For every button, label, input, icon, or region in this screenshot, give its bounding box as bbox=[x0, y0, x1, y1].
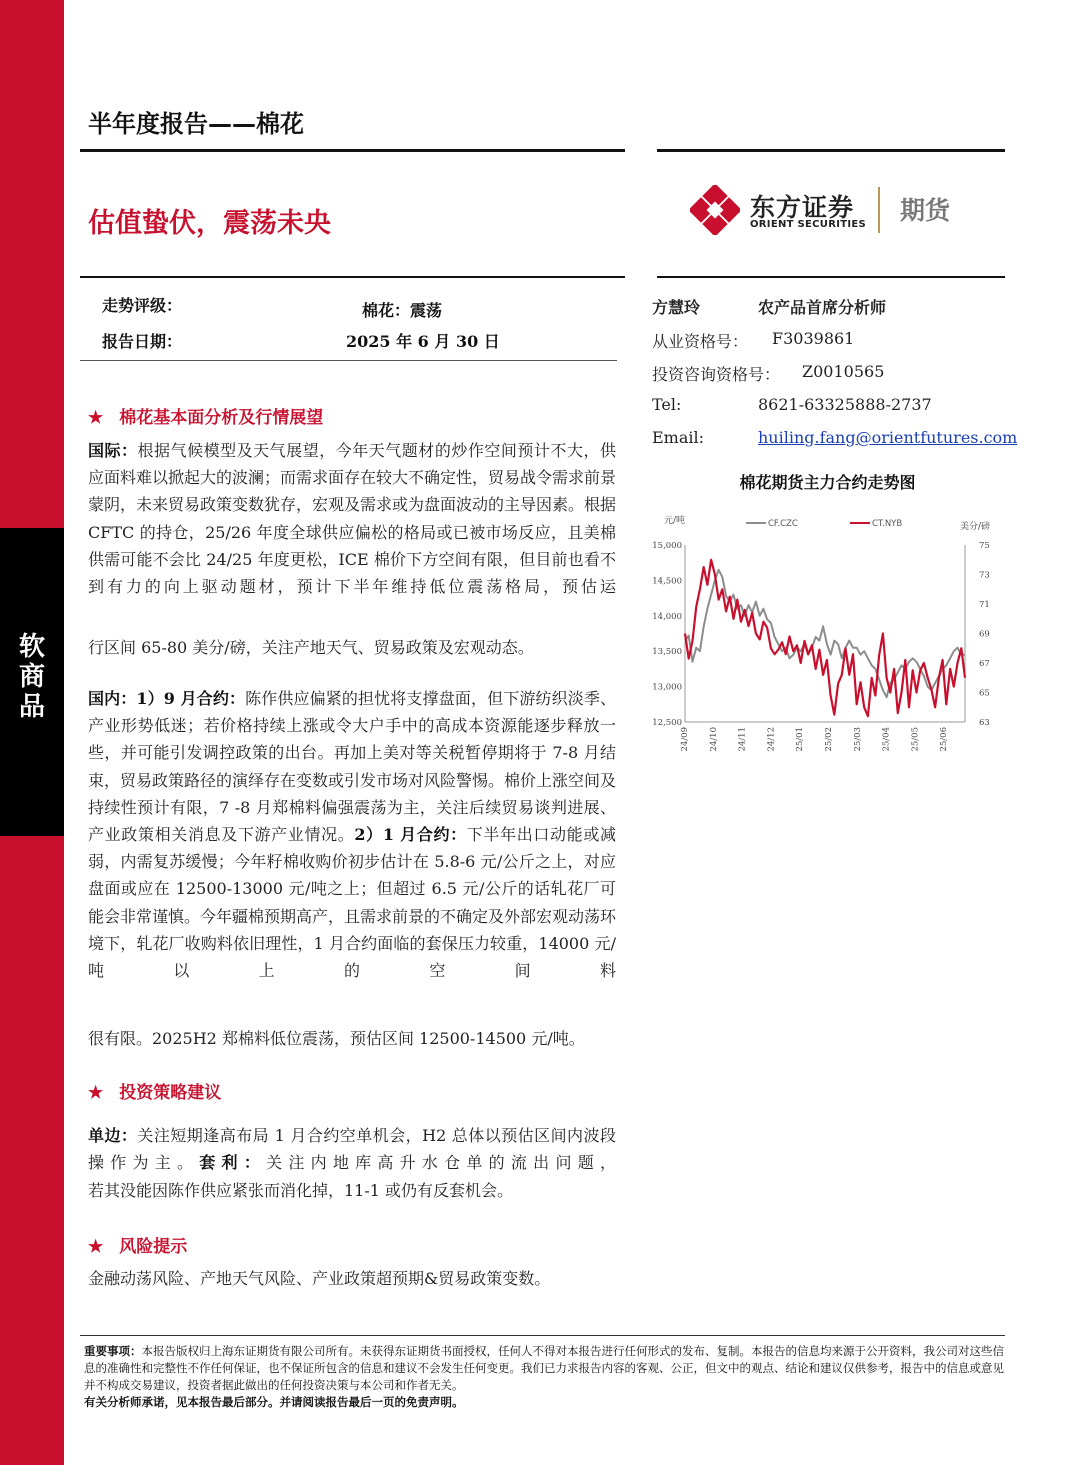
disclaimer-label: 重要事项： bbox=[84, 1344, 142, 1358]
date-label: 报告日期： bbox=[102, 332, 183, 351]
jan-contract-text: 下半年出口动能或减弱，内需复苏缓慢；今年籽棉收购价初步估计在 5.8-6 元/公斤之上，对应盘面或应在 12500-13000 元/吨之上；但超过 6.5 元/公斤的话轧花厂可能会非常谨慎。今年疆棉预期高产，且需求前景的不确定及外部宏观动荡环境下，轧花厂收购料依旧理性，1 月合约面临的套保压力较重，14000 元/吨以上的空间料 bbox=[88, 825, 617, 981]
left-unit-label: 元/吨 bbox=[664, 516, 686, 526]
left-tick-label: 12,500 bbox=[652, 718, 682, 728]
analyst-role: 农产品首席分析师 bbox=[758, 298, 887, 317]
consult-label: 投资咨询资格号： bbox=[652, 365, 781, 384]
cert-label: 从业资格号： bbox=[652, 332, 749, 351]
x-tick-label: 25/02 bbox=[824, 727, 834, 752]
disclaimer-text: 本报告版权归上海东证期货有限公司所有。未获得东证期货书面授权，任何人不得对本报告进行任何形式的发布、复制。本报告的信息均来源于公开资料，我公司对这些信息的准确性和完整性不作任何保证，也不保证所包含的信息和建议不会发生任何变更。我们已力求报告内容的客观、公正，但文中的观点、结论和建议仅供参考，报告中的信息或意见并不构成交易建议，投资者据此做出的任何投资决策与本公司和作者无关。 bbox=[84, 1344, 1004, 1392]
section-heading bbox=[88, 403, 323, 428]
intl-last-line: 行区间 65-80 美分/磅，关注产地天气、贸易政策及宏观动态。 bbox=[88, 638, 534, 657]
star-icon: ★ bbox=[88, 1237, 104, 1257]
consult-value: Z0010565 bbox=[802, 362, 885, 381]
jan-contract-label: 2）1 月合约： bbox=[354, 825, 467, 845]
left-tick-label: 15,000 bbox=[652, 541, 682, 551]
email-link[interactable]: huiling.fang@orientfutures.com bbox=[758, 428, 1018, 447]
x-tick-label: 24/09 bbox=[680, 727, 690, 752]
single-side-text: 关注短期逢高布局 1 月合约空单机会，H2 总体以预估区间内波段操作为主。 bbox=[88, 1126, 616, 1173]
legend-label-ct: CT.NYB bbox=[872, 519, 903, 529]
sep-contract-text: 陈作供应偏紧的担忧将支撑盘面，但下游纺织淡季、产业形势低迷；若价格持续上涨或令大户手中的高成本资源能逐步释放一些，并可能引发调控政策的出台。再加上美对等关税暂停期将于 7-8 月结束，贸易政策路径的演绎存在变数或引发市场对风险警惕。棉价上涨空间及持续性预计有限，7 -8 月郑棉料偏强震荡为主，关注后续贸易谈判进展、产业政策相关消息及下游产业情况。 bbox=[88, 689, 617, 845]
star-icon: ★ bbox=[88, 1083, 104, 1103]
right-tick-label: 67 bbox=[979, 659, 990, 669]
category-char: 商 bbox=[18, 662, 45, 692]
logo-chinese-name: 东方证券 bbox=[750, 193, 855, 222]
logo-futures: 期货 bbox=[900, 196, 951, 225]
star-icon: ★ bbox=[88, 408, 104, 428]
right-tick-label: 65 bbox=[979, 688, 990, 699]
category-label bbox=[0, 632, 64, 722]
logo-mark-icon bbox=[690, 185, 740, 235]
single-side-label: 单边： bbox=[88, 1126, 138, 1145]
cert-value: F3039861 bbox=[772, 329, 855, 348]
section-heading bbox=[88, 1232, 187, 1257]
date-value: 2025 年 6 月 30 日 bbox=[346, 332, 500, 351]
domestic-label: 国内： bbox=[88, 689, 137, 708]
x-tick-label: 25/03 bbox=[852, 727, 863, 752]
category-char: 品 bbox=[18, 692, 45, 722]
risk-text: 金融动荡风险、产地天气风险、产业政策超预期&贸易政策变数。 bbox=[88, 1269, 551, 1288]
page-title: 估值蛰伏，震荡未央 bbox=[88, 208, 331, 239]
divider-line bbox=[80, 276, 625, 278]
logo-english-name: ORIENT SECURITIES bbox=[750, 219, 867, 230]
section-title: 棉花基本面分析及行情展望 bbox=[119, 408, 324, 428]
x-tick-label: 24/10 bbox=[708, 727, 719, 752]
section-title: 投资策略建议 bbox=[119, 1083, 222, 1103]
right-unit-label: 美分/磅 bbox=[960, 522, 991, 532]
left-tick-label: 14,000 bbox=[652, 611, 682, 622]
x-tick-label: 25/05 bbox=[910, 727, 921, 752]
company-logo bbox=[690, 185, 970, 235]
domestic-paragraph bbox=[88, 685, 616, 984]
x-tick-label: 24/11 bbox=[737, 727, 748, 752]
intl-text: 根据气候模型及天气展望，今年天气题材的炒作空间预计不大，供应面料难以掀起大的波澜；而需求面存在较大不确定性，贸易战令需求前景蒙阴，未来贸易政策变数犹存，宏观及需求或为盘面波动的主导因素。根据 CFTC 的持仓，25/26 年度全球供应偏松的格局或已被市场反应，且美棉供需可能不会比 24/25 年度更松，ICE 棉价下方空间有限，但目前也看不到有力的向上驱动题材，预计下半年维持低位震荡格局，预估运 bbox=[88, 441, 617, 597]
x-tick-label: 25/06 bbox=[939, 727, 950, 752]
x-tick-label: 25/04 bbox=[881, 727, 892, 752]
chart-title: 棉花期货主力合约走势图 bbox=[739, 473, 916, 492]
divider-line bbox=[80, 360, 617, 361]
logo-separator bbox=[878, 187, 880, 233]
disclaimer-footer: 有关分析师承诺，见本报告最后部分。并请阅读报告最后一页的免责声明。 bbox=[84, 1395, 464, 1409]
divider-line bbox=[80, 149, 625, 152]
tel-value: 8621-63325888-2737 bbox=[758, 395, 932, 414]
legend-label-cf: CF.CZC bbox=[768, 519, 798, 529]
report-type: 半年度报告——棉花 bbox=[88, 110, 304, 138]
right-tick-label: 71 bbox=[979, 600, 990, 610]
strategy-last-line: 若其没能因陈作供应紧张而消化掉，11-1 或仍有反套机会。 bbox=[88, 1181, 514, 1200]
divider-line bbox=[80, 1335, 1005, 1336]
price-chart bbox=[650, 505, 1005, 770]
x-tick-label: 25/01 bbox=[795, 727, 806, 752]
sep-contract-label: 1）9 月合约： bbox=[136, 689, 246, 708]
rating-label: 走势评级： bbox=[102, 296, 183, 315]
left-tick-label: 13,000 bbox=[652, 682, 682, 693]
disclaimer bbox=[84, 1343, 1008, 1411]
section-heading bbox=[88, 1078, 221, 1103]
intl-paragraph bbox=[88, 437, 616, 600]
side-red-bar-top bbox=[0, 0, 64, 528]
right-tick-label: 63 bbox=[979, 718, 990, 728]
series-line-cf-czc bbox=[685, 570, 965, 697]
divider-line bbox=[657, 149, 1005, 152]
domestic-last-line: 很有限。2025H2 郑棉料低位震荡，预估区间 12500-14500 元/吨。 bbox=[88, 1029, 585, 1048]
category-char: 软 bbox=[18, 632, 45, 662]
analyst-name: 方慧玲 bbox=[652, 298, 701, 317]
strategy-paragraph bbox=[88, 1122, 616, 1176]
side-red-bar-bottom bbox=[0, 836, 64, 1465]
arbitrage-label: 套利： bbox=[199, 1153, 267, 1173]
rating-value: 棉花：震荡 bbox=[362, 301, 443, 320]
email-label: Email: bbox=[652, 428, 705, 447]
arbitrage-text: 关注内地库高升水仓单的流出问题， bbox=[266, 1153, 616, 1173]
left-tick-label: 14,500 bbox=[652, 576, 682, 587]
intl-label: 国际： bbox=[88, 441, 138, 460]
x-tick-label: 24/12 bbox=[766, 727, 777, 752]
tel-label: Tel: bbox=[652, 395, 682, 414]
section-title: 风险提示 bbox=[119, 1237, 188, 1257]
left-tick-label: 13,500 bbox=[652, 647, 682, 658]
divider-line bbox=[657, 276, 1005, 278]
right-tick-label: 69 bbox=[979, 629, 990, 640]
right-tick-label: 73 bbox=[979, 570, 990, 581]
right-tick-label: 75 bbox=[979, 541, 990, 551]
